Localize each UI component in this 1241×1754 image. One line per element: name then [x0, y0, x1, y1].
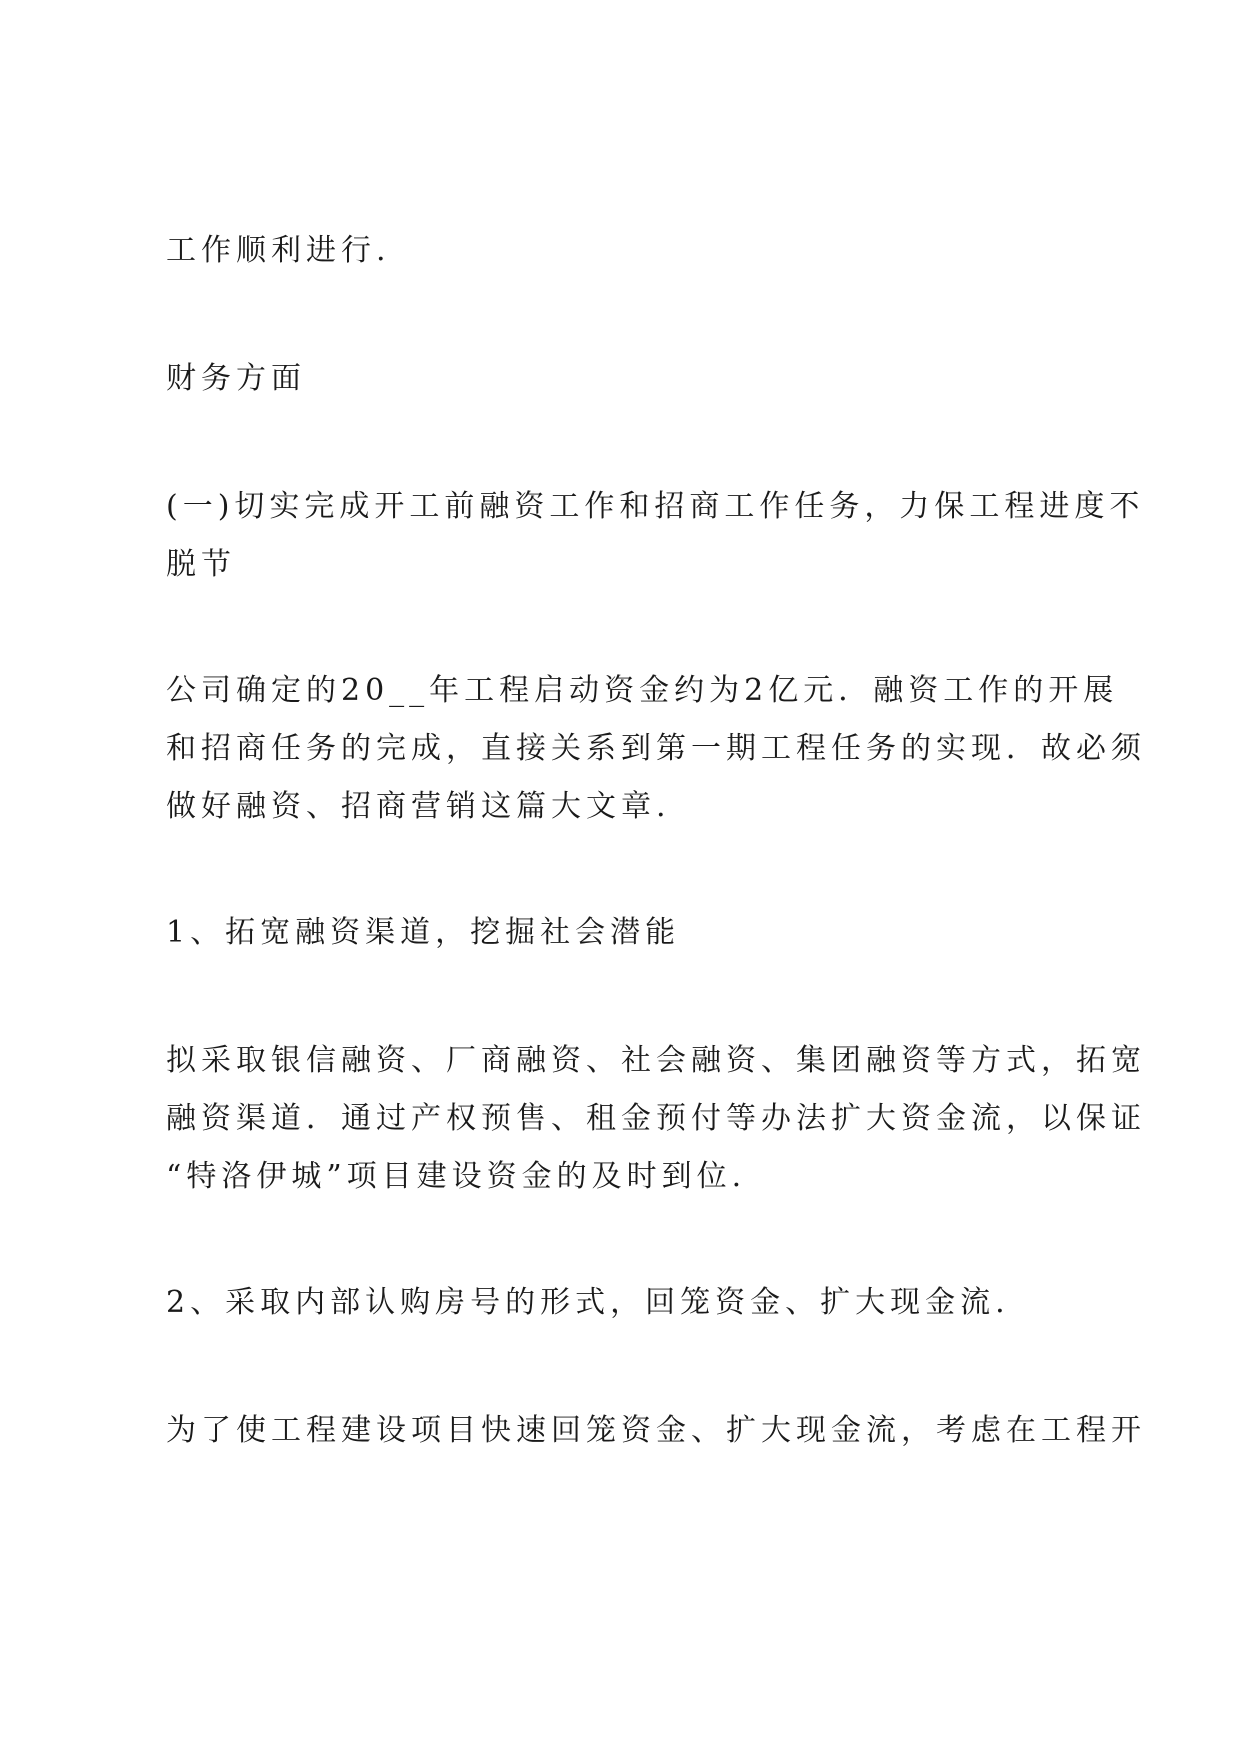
text-line: 做好融资、招商营销这篇大文章. [166, 789, 671, 824]
text-line: 2、采取内部认购房号的形式，回笼资金、扩大现金流. [166, 1285, 1010, 1320]
paragraph-startup-funds [166, 662, 1146, 836]
text-line: 工作顺利进行. [166, 233, 391, 268]
paragraph-financing-methods [166, 1032, 1146, 1206]
text-line: 脱节 [166, 547, 236, 582]
text-line: 融资渠道．通过产权预售、租金预付等办法扩大资金流，以保证 [166, 1101, 1146, 1136]
paragraph-continuation [166, 222, 1096, 280]
item-1-heading [166, 904, 1096, 962]
section-heading-finance [166, 350, 1096, 408]
text-line: 1、拓宽融资渠道，挖掘社会潜能 [166, 915, 681, 950]
text-line: 财务方面 [166, 361, 306, 396]
text-line: 公司确定的20__年工程启动资金约为2亿元．融资工作的开展 [166, 673, 1119, 708]
subheading-financing-tasks [166, 478, 1145, 594]
text-line: 和招商任务的完成，直接关系到第一期工程任务的实现．故必须 [166, 731, 1146, 766]
item-2-heading [166, 1274, 1096, 1332]
paragraph-cash-flow [166, 1402, 1146, 1460]
text-line: (一)切实完成开工前融资工作和招商工作任务，力保工程进度不 [166, 489, 1145, 524]
text-line: 为了使工程建设项目快速回笼资金、扩大现金流，考虑在工程开 [166, 1413, 1146, 1448]
text-line: “特洛伊城”项目建设资金的及时到位. [166, 1159, 747, 1194]
text-line: 拟采取银信融资、厂商融资、社会融资、集团融资等方式，拓宽 [166, 1043, 1146, 1078]
